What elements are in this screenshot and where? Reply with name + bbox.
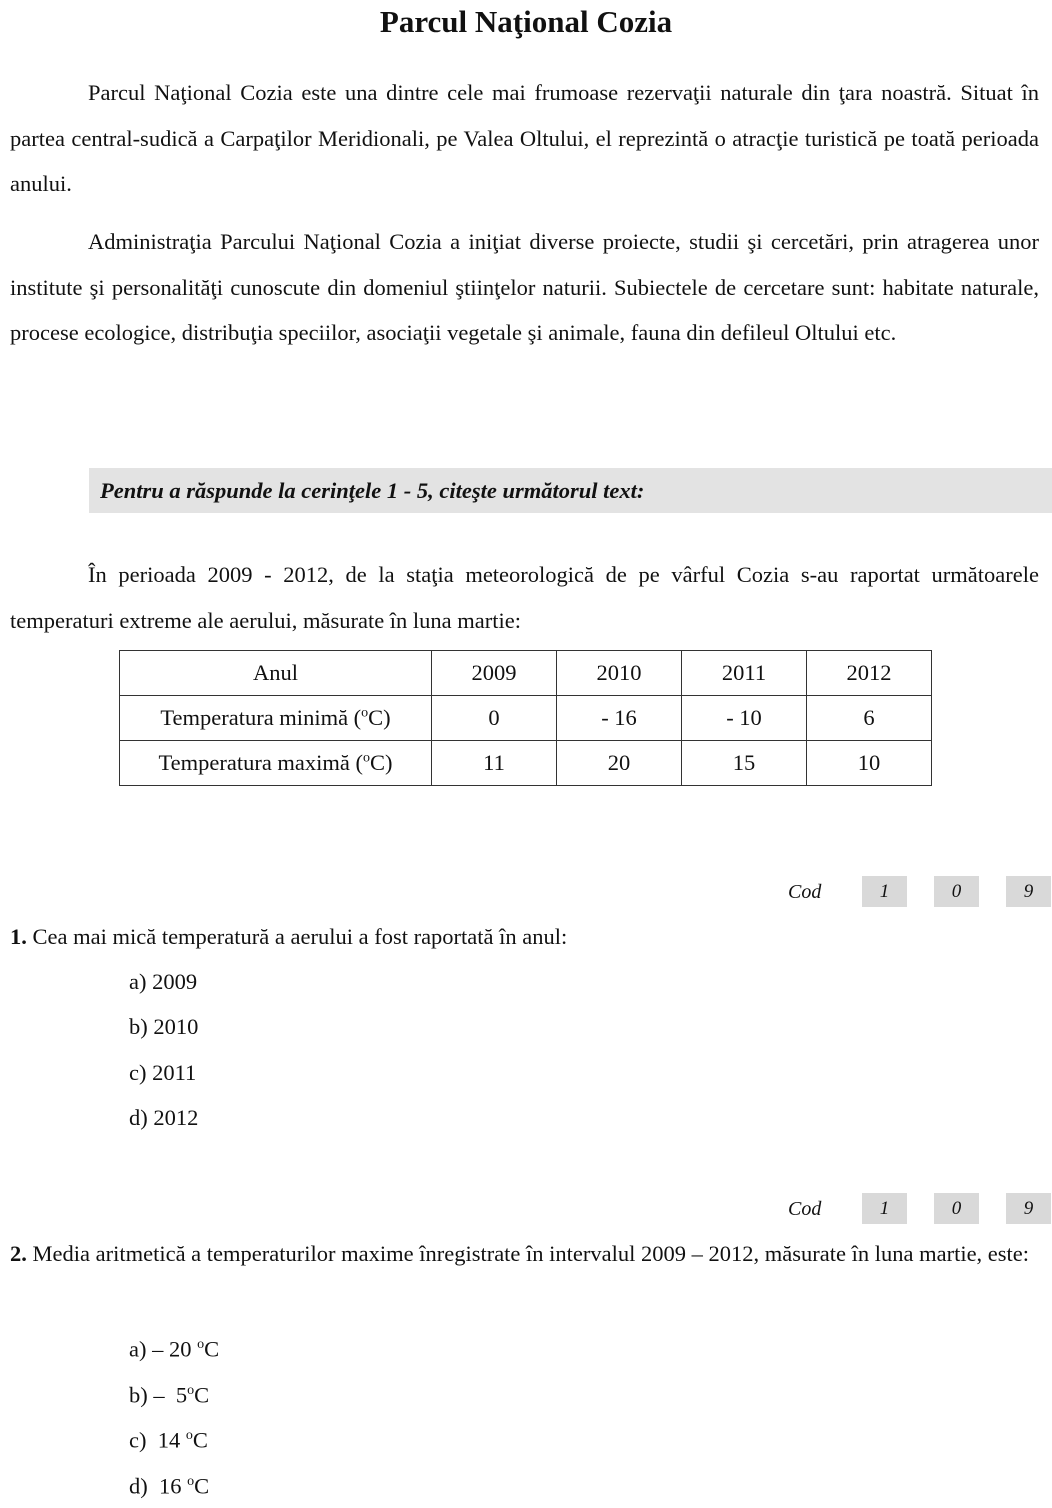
row-label-min (120, 696, 432, 741)
table-header-cell: 2010 (557, 651, 682, 696)
table-cell: 15 (682, 741, 807, 786)
option-prefix: a) – 20 (129, 1336, 198, 1362)
table-header-cell: 2011 (682, 651, 807, 696)
degree-sup: o (361, 705, 369, 721)
degree-sup: o (187, 1383, 195, 1398)
cod-row (0, 876, 1052, 908)
cod-label: Cod (788, 881, 822, 903)
answer-option[interactable] (129, 1325, 219, 1370)
option-suffix: C (192, 1427, 208, 1453)
table-cell: - 16 (557, 696, 682, 741)
cod-digit-box: 1 (862, 1193, 907, 1224)
question-1 (10, 914, 1039, 960)
answer-option[interactable]: a) 2009 (129, 969, 198, 994)
intro-paragraph-1: Parcul Naţional Cozia este una dintre cele mai frumoase rezervaţii naturale din ţara noastră. Situat în partea central-sudică a Carpaţilor Meridionali, pe Valea Oltului, el reprezintă o atracţie turistică pe toată perioada anului. (10, 80, 1039, 196)
option-prefix: b) – 5 (129, 1382, 188, 1408)
option-prefix: d) 16 (129, 1473, 188, 1499)
question-text: Cea mai mică temperatură a aerului a fost raportată în anul: (26, 924, 568, 949)
intro-paragraph-2: Administraţia Parcului Naţional Cozia a iniţiat diverse proiecte, studii şi cercetări, prin atragerea unor institute şi personalităţi cunoscute din domeniul ştiinţelor naturii. Subiectele de cercetare sunt: habitate naturale, procese ecologice, distribuţia speciilor, asociaţii vegetale şi animale, fauna din defileul Oltului etc. (10, 229, 1039, 345)
temperature-table (119, 650, 932, 786)
cod-digit-box: 9 (1006, 1193, 1051, 1224)
answer-option[interactable]: b) 2010 (129, 1014, 199, 1039)
unit-tail: C) (370, 750, 393, 775)
question-number: 2. (10, 1241, 27, 1266)
question-number: 1. (10, 924, 27, 949)
table-cell: 0 (432, 696, 557, 741)
table-cell: 11 (432, 741, 557, 786)
question-text: Media aritmetică a temperaturilor maxime înregistrate în intervalul 2009 – 2012, măsurate în luna martie, este: (26, 1241, 1030, 1266)
table-header-row (120, 651, 932, 696)
table-row (120, 741, 932, 786)
unit-tail: C) (368, 705, 391, 730)
table-cell: - 10 (682, 696, 807, 741)
table-cell: 10 (807, 741, 932, 786)
cod-digit-box: 0 (934, 1193, 979, 1224)
instruction-banner: Pentru a răspunde la cerinţele 1 - 5, citeşte următorul text: (89, 468, 1052, 513)
answer-option[interactable] (129, 1371, 209, 1416)
table-cell: 20 (557, 741, 682, 786)
answer-option[interactable]: d) 2012 (129, 1105, 199, 1130)
answer-option[interactable]: c) 2011 (129, 1060, 197, 1085)
cod-digit-box: 1 (862, 876, 907, 907)
data-intro-paragraph: În perioada 2009 - 2012, de la staţia meteorologică de pe vârful Cozia s-au raportat următoarele temperaturi extreme ale aerului, măsurate în luna martie: (10, 562, 1039, 633)
degree-sup: o (185, 1428, 193, 1443)
cod-digit-box: 0 (934, 876, 979, 907)
row-label-max (120, 741, 432, 786)
option-suffix: C (194, 1382, 210, 1408)
cod-digit-box: 9 (1006, 876, 1051, 907)
page-title: Parcul Naţional Cozia (379, 4, 673, 39)
degree-sup: o (363, 750, 371, 766)
table-header-cell: 2012 (807, 651, 932, 696)
table-header-cell: 2009 (432, 651, 557, 696)
option-prefix: c) 14 (129, 1427, 186, 1453)
table-header-cell: Anul (120, 651, 432, 696)
row-label-text: Temperatura minimă ( (160, 705, 362, 730)
answer-option[interactable] (129, 1462, 209, 1507)
table-cell: 6 (807, 696, 932, 741)
degree-sup: o (197, 1337, 205, 1352)
question-2 (10, 1231, 1039, 1277)
option-suffix: C (194, 1473, 210, 1499)
option-suffix: C (204, 1336, 220, 1362)
row-label-text: Temperatura maximă ( (158, 750, 364, 775)
cod-label: Cod (788, 1198, 822, 1220)
table-row (120, 696, 932, 741)
degree-sup: o (187, 1474, 195, 1489)
answer-option[interactable] (129, 1416, 208, 1461)
cod-row (0, 1193, 1052, 1225)
